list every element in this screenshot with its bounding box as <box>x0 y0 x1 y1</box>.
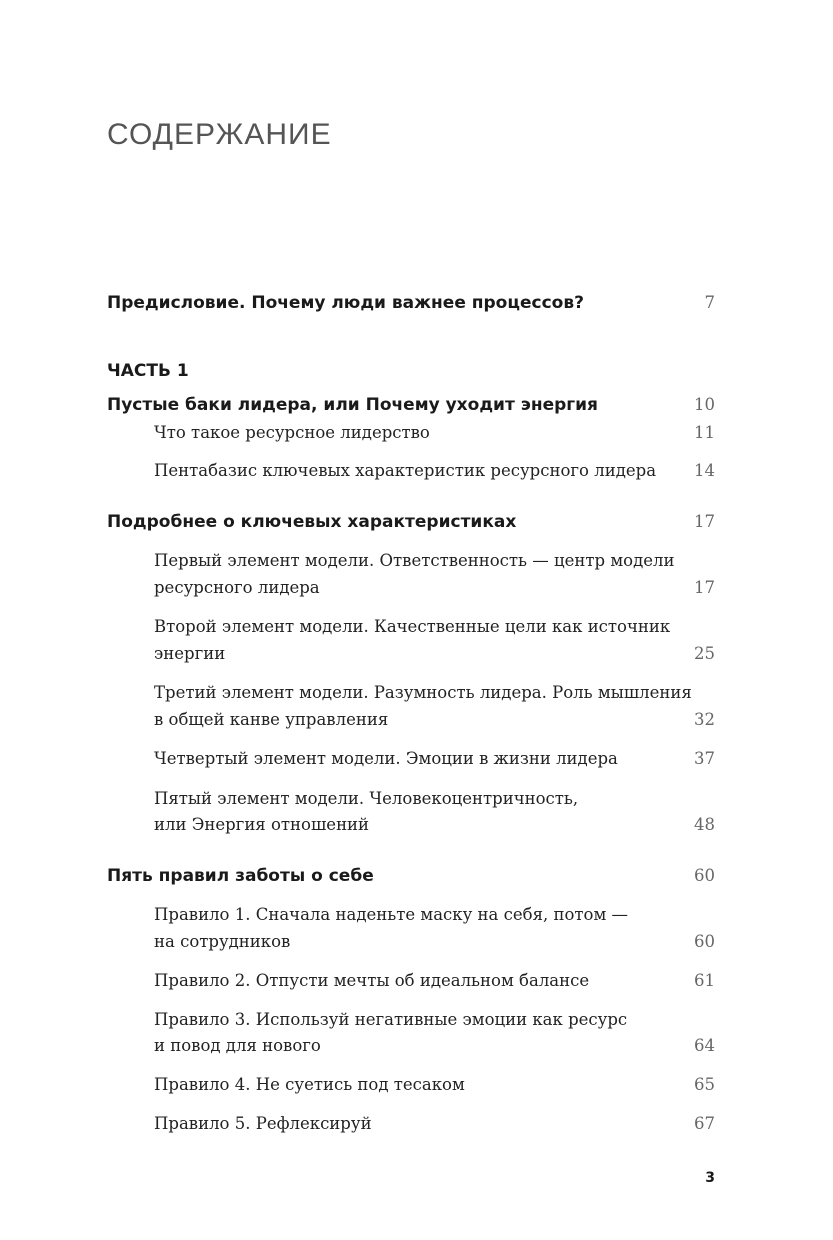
toc-page-number: 64 <box>694 1036 715 1055</box>
toc-page-number: 37 <box>694 749 715 768</box>
toc-entry-line: и повод для нового <box>154 1036 321 1055</box>
toc-page-number: 11 <box>694 423 715 442</box>
toc-entry-line: Пентабазис ключевых характеристик ресурсного лидера <box>154 461 657 480</box>
toc-entry-line: на сотрудников <box>154 932 291 951</box>
toc-entry-line: энергии <box>154 644 226 663</box>
toc-page-number: 7 <box>704 293 715 312</box>
toc-chapter-label: Подробнее о ключевых характеристиках <box>107 512 517 532</box>
toc-entry-line: Четвертый элемент модели. Эмоции в жизни лидера <box>154 749 618 768</box>
toc-entry-line: Пятый элемент модели. Человекоцентричность, <box>154 789 579 808</box>
toc-entry-line: Правило 3. Используй негативные эмоции как ресурс <box>154 1010 628 1029</box>
toc-entry-line: Второй элемент модели. Качественные цели как источник <box>154 617 671 636</box>
toc-entry-line: Правило 2. Отпусти мечты об идеальном балансе <box>154 971 590 990</box>
toc-page-number: 32 <box>694 710 715 729</box>
toc-page-number: 17 <box>694 578 715 597</box>
toc-entry-label: Предисловие. Почему люди важнее процессов? <box>107 293 584 313</box>
toc-page-number: 60 <box>694 866 715 885</box>
toc-entry-line: Что такое ресурсное лидерство <box>154 423 430 442</box>
toc-entry-line: Правило 4. Не суетись под тесаком <box>154 1075 465 1094</box>
toc-entry-line: в общей канве управления <box>154 710 389 729</box>
toc-page-number: 65 <box>694 1075 715 1094</box>
toc-page-number: 25 <box>694 644 715 663</box>
toc-page-number: 67 <box>694 1114 715 1133</box>
toc-entry-line: Третий элемент модели. Разумность лидера. Роль мышления <box>154 683 692 702</box>
toc-entry-line: или Энергия отношений <box>154 815 370 834</box>
toc-entry-line: ресурсного лидера <box>154 578 320 597</box>
toc-page-number: 14 <box>694 461 715 480</box>
toc-page-number: 48 <box>694 815 715 834</box>
toc-chapter-label: Пустые баки лидера, или Почему уходит энергия <box>107 395 598 415</box>
toc-entry-line: Правило 5. Рефлексируй <box>154 1114 372 1133</box>
folio-page-number: 3 <box>705 1170 715 1186</box>
page-title: СОДЕРЖАНИЕ <box>107 118 332 151</box>
toc-entry-line: Первый элемент модели. Ответственность — центр модели <box>154 551 675 570</box>
toc-chapter-label: Пять правил заботы о себе <box>107 866 374 886</box>
toc-page-number: 61 <box>694 971 715 990</box>
part-heading: ЧАСТЬ 1 <box>107 361 189 381</box>
toc-page-number: 17 <box>694 512 715 531</box>
toc-page-number: 60 <box>694 932 715 951</box>
toc-page-number: 10 <box>694 395 715 414</box>
toc-entry-line: Правило 1. Сначала наденьте маску на себя, потом — <box>154 905 629 924</box>
